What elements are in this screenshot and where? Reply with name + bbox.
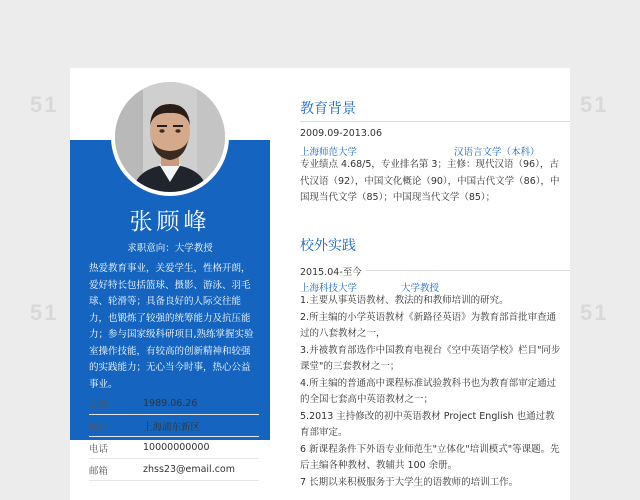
info-row-email [89,459,259,481]
candidate-name: 张顾峰 [129,209,211,235]
info-label: 电话 [89,443,109,455]
practice-item: 2.所主编的小学英语教材《新路径英语》为教育部首批审查通过的八套教材之一， [300,311,557,339]
info-value: zhss23@email.com [143,464,236,475]
practice-item: 7 长期以来积极服务于大学生的语教师的培训工作。 [300,476,519,488]
practice-date: 2015.04-至今 [300,264,366,278]
info-label: 邮箱 [89,465,109,477]
contact-info [89,393,259,481]
info-value: 10000000000 [143,442,210,453]
education-school: 上海师范大学 [300,147,358,158]
section-divider [300,121,570,122]
practice-items [300,293,562,491]
info-label: 年龄 [89,399,109,411]
practice-title: 校外实践 [300,238,356,254]
profile-summary: 热爱教育事业，关爱学生，性格开朗，爱好特长包括篮球、摄影、游泳、羽毛球、轮滑等；具备良好的人际交往能力，也锻炼了较强的统筹能力及抗压能力；参与国家级科研项目,熟练掌握实验室操作技能，有较高的创新精神和较强的实践能力；无心当今时事，热心公益事业。 [89,263,254,390]
info-label: 城市 [89,421,109,433]
info-row-phone [89,437,259,459]
practice-item: 5.2013 主持修改的初中英语教材 Project English 也通过教育部审定。 [300,410,555,438]
education-date: 2009.09-2013.06 [300,128,382,139]
practice-item: 4.所主编的普通高中课程标准试验教科书也为教育部审定通过的全国七套高中英语教材之一； [300,377,557,405]
avatar [111,78,229,196]
info-value: 上海浦东新区 [143,421,201,433]
practice-item: 3.并被教育部选作中国教育电视台《空中英语学校》栏目"同步课堂"的三套教材之一； [300,344,561,372]
watermark-mark: 51 [580,300,609,325]
education-detail: 专业绩点 4.68/5，专业排名第 3；主修：现代汉语（96），古代汉语（92），中国文化概论（90），中国古代文学（86），中国现当代文学（85）；中国现当代文学（85）； [300,159,560,203]
practice-org: 上海科技大学 [300,283,358,294]
watermark-mark: 51 [30,300,59,325]
avatar-photo-icon [115,82,225,192]
info-value: 1989.06.26 [143,398,198,409]
info-row-age [89,393,259,415]
education-title: 教育背景 [300,101,356,117]
profile-column [70,68,270,500]
job-intent: 求职意向：大学教授 [127,243,213,254]
info-row-city [89,415,259,437]
practice-item: 1.主要从事英语教材、教法的和教师培训的研究。 [300,295,509,306]
practice-item: 6 新课程条件下外语专业师范生"立体化"培训模式"等课题。先后主编各种教材、教辅共 100 余册。 [300,443,560,471]
education-major: 汉语言文学（本科） [454,147,540,158]
watermark-mark: 51 [580,92,609,117]
practice-role: 大学教授 [401,283,440,294]
resume-page [70,68,570,500]
watermark-mark: 51 [30,92,59,117]
